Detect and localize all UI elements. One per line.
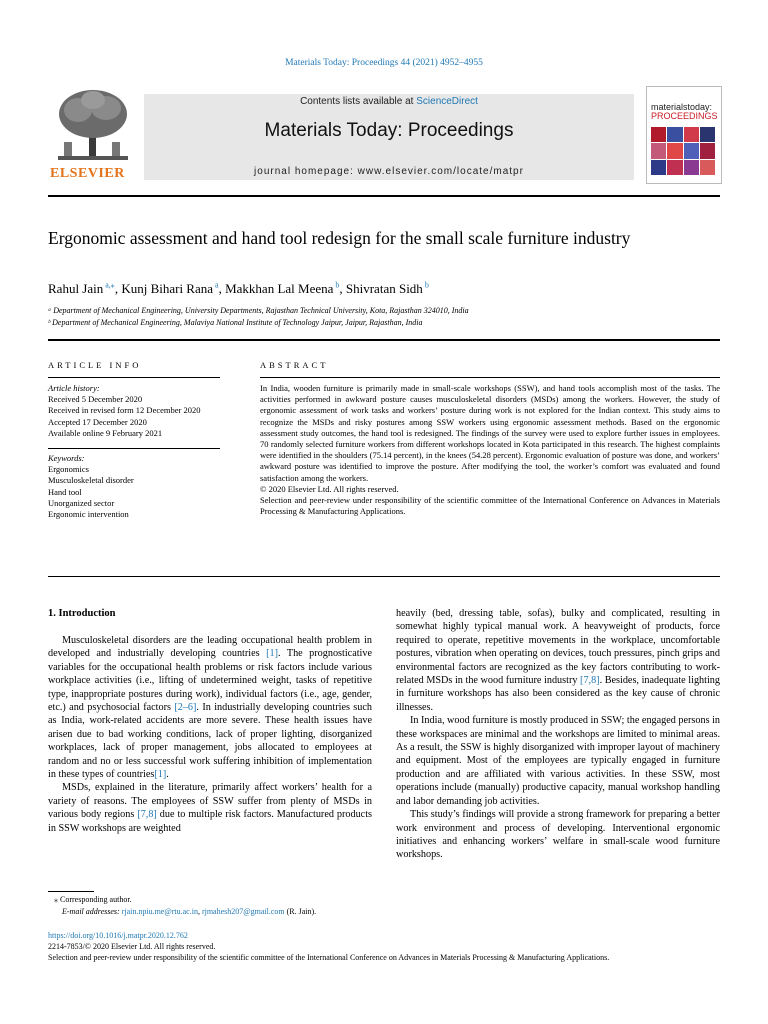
email-suffix: (R. Jain). — [284, 907, 317, 916]
footnote-rule — [48, 891, 94, 892]
text-run: . The prognosticative variables for the occupational health problems or risk factors include various workplace activities (i.e., lifting of undetermined weight, tasks of repetitive type, inappropriate postures during work), individual factors (i.e., age, gender, etc.) and psychosocial factors — [48, 648, 372, 714]
paragraph — [48, 781, 372, 835]
author-name: Rahul Jain — [48, 281, 104, 297]
history-online: Available online 9 February 2021 — [48, 427, 163, 438]
body-column-left — [48, 634, 372, 835]
citation-link[interactable]: [1] — [154, 769, 167, 781]
author-name: Makkhan Lal Meena — [225, 281, 334, 297]
journal-cover[interactable] — [646, 86, 722, 184]
article-info-heading: ARTICLE INFO — [48, 360, 142, 370]
keyword: Ergonomics — [48, 464, 89, 475]
keyword: Musculoskeletal disorder — [48, 475, 134, 486]
abstract-heading: ABSTRACT — [260, 360, 329, 370]
email-separator: , — [197, 907, 202, 916]
history-received: Received 5 December 2020 — [48, 394, 143, 405]
email-label: E-mail addresses: — [62, 907, 122, 916]
journal-homepage[interactable]: journal homepage: www.elsevier.com/locate/matpr — [254, 166, 524, 177]
email-link-2[interactable]: rjmahesh207@gmail.com — [201, 907, 285, 916]
journal-title-box — [144, 94, 634, 180]
abstract-text — [260, 383, 720, 517]
issn-copyright: 2214-7853/© 2020 Elsevier Ltd. All rights reserved. — [48, 942, 216, 951]
elsevier-tree-icon — [48, 86, 138, 164]
author-affiliation-marker[interactable]: b — [333, 281, 340, 290]
paragraph — [48, 634, 372, 781]
author-separator: , — [339, 281, 346, 297]
body-column-right — [396, 607, 720, 862]
doi-link[interactable]: https://doi.org/10.1016/j.matpr.2020.12.762 — [48, 931, 188, 940]
journal-title: Materials Today: Proceedings — [264, 120, 514, 141]
history-accepted: Accepted 17 December 2020 — [48, 416, 147, 427]
corresponding-author-note: ⁎ Corresponding author. — [54, 895, 132, 904]
author-1[interactable] — [48, 281, 121, 296]
keywords-label: Keywords: — [48, 453, 85, 463]
text-run: . — [166, 769, 169, 781]
keyword: Unorganized sector — [48, 497, 115, 508]
keyword: Hand tool — [48, 486, 82, 497]
author-affiliation-marker[interactable]: b — [422, 281, 429, 290]
elsevier-logo[interactable] — [48, 86, 138, 182]
citation-link[interactable]: [7,8] — [580, 675, 600, 687]
abstract-bottom-rule — [48, 576, 720, 577]
citation-link[interactable]: [2–6] — [174, 702, 197, 714]
cover-title — [651, 103, 718, 121]
author-name: Shivratan Sidh — [345, 281, 423, 297]
text-run: due to multiple risk factors. Manufactured products in SSW workshops are weighted — [48, 809, 372, 834]
text-run: . Besides, inadequate lighting in furniture workshops has also been considered as the key cause of chronic illnesses. — [396, 675, 720, 713]
text-run: heavily (bed, dressing table, sofas), bulky and complicated, resulting in somewhat highly typical manual work. A heavyweight of products, force required to operate, repetitive movements in the workplace, uncomfortable postures, vibration when operating on devices, touch pressures, pinch grips and environmental factors are recognized as the key factors contributing to work-related MSDs in the wood furniture industry — [396, 608, 720, 687]
history-label: Article history: — [48, 383, 100, 393]
article-history — [48, 383, 220, 439]
author-name: Kunj Bihari Rana — [121, 281, 214, 297]
cover-title-top: materialstoday: — [651, 102, 713, 112]
author-3[interactable] — [225, 281, 346, 296]
author-separator: , — [114, 281, 122, 297]
history-revised: Received in revised form 12 December 2020 — [48, 405, 201, 416]
contents-available — [144, 96, 634, 107]
cover-title-bottom: PROCEEDINGS — [651, 111, 718, 121]
article-info-rule — [48, 377, 220, 378]
abstract-selection: Selection and peer-review under responsibility of the scientific committee of the International Conference on Advances in Materials Processing & Manufacturing Applications. — [260, 495, 720, 517]
author-list — [48, 281, 429, 297]
affiliation-a: ᵃ Department of Mechanical Engineering, University Departments, Rajasthan Technical University, Kota, Rajasthan 324010, India — [48, 306, 469, 315]
author-affiliation-marker[interactable]: a — [213, 281, 219, 290]
text-run: Musculoskeletal disorders are the leading occupational health problem in developed and industrially developing countries — [48, 635, 372, 660]
email-link-1[interactable]: rjain.npiu.me@rtu.ac.in — [121, 907, 198, 916]
cover-image-grid — [651, 127, 715, 175]
journal-banner — [48, 86, 720, 182]
paragraph: This study’s findings will provide a strong framework for preparing a better work environment and process of developing. Interventional ergonomic initiatives and enhancing workers’ welfare in small-scale wood furniture workshops. — [396, 809, 720, 861]
text-run: MSDs, explained in the literature, primarily affect workers’ health for a variety of reasons. The employees of SSW suffer from plenty of MSDs in various body regions — [48, 782, 372, 821]
citation-link[interactable]: [1] — [266, 648, 278, 660]
author-separator: , — [218, 281, 226, 297]
email-addresses — [62, 907, 316, 916]
paragraph: In India, wood furniture is mostly produced in SSW; the engaged persons in these workspaces are minimal and the workshops are limited to minimal areas. As a result, the SSW is highly disorganized with improper layout of machinery and equipment. Most of the employees are typically engaged in furniture production and are affiliated with various activities. In these SSW, most operations include (manually) productive capacity, manual workshop handling and labor demanding job activities. — [396, 715, 721, 807]
journal-reference[interactable]: Materials Today: Proceedings 44 (2021) 4952–4955 — [285, 58, 483, 68]
author-4[interactable] — [346, 281, 429, 296]
keywords — [48, 453, 220, 520]
contents-prefix: Contents lists available at — [300, 96, 417, 107]
header-rule — [48, 195, 720, 197]
keyword: Ergonomic intervention — [48, 509, 129, 520]
abstract-copyright: © 2020 Elsevier Ltd. All rights reserved. — [260, 483, 399, 494]
citation-link[interactable]: [7,8] — [137, 809, 157, 821]
sciencedirect-link[interactable]: ScienceDirect — [416, 96, 478, 107]
text-run: . In industrially developing countries such as India, work-related accidents are more severe. These health issues have arisen due to bad working conditions, lack of proper lighting, disorganized workplaces, lack of proper management, jobs allocated to employees at random and no or less successful work suffering inhibition of implementation in these types of countries — [48, 702, 372, 781]
affiliation-b: ᵇ Department of Mechanical Engineering, Malaviya National Institute of Technology Jaipur, Jaipur, Rajasthan, India — [48, 318, 423, 327]
elsevier-wordmark: ELSEVIER — [50, 166, 125, 181]
article-title: Ergonomic assessment and hand tool redesign for the small scale furniture industry — [48, 228, 631, 248]
keywords-rule — [48, 448, 220, 449]
section-heading-introduction: 1. Introduction — [48, 608, 116, 619]
affiliation-rule — [48, 339, 720, 341]
abstract-rule — [260, 377, 720, 378]
paragraph — [396, 607, 720, 714]
footer-selection: Selection and peer-review under responsibility of the scientific committee of the International Conference on Advances in Materials Processing & Manufacturing Applications. — [48, 953, 610, 962]
author-2[interactable] — [121, 281, 225, 296]
author-affiliation-marker[interactable]: a,⁎ — [103, 281, 115, 290]
abstract-body: In India, wooden furniture is primarily made in small-scale workshops (SSW), and hand tools accomplish most of the tasks. The activities performed in awkward posture causes musculoskeletal disorders (MSDs) among the workers. However, the study of ergonomic assessment of work tasks and workers’ posture during work is not explored for the Indian context. This study aims to recognize the MSDs and risky postures among SSW workers using ergonomic assessment methods. Based on the ergonomic assessment study outcomes, the hand tool is redesigned. The findings of the survey were used to explore further issues in employees. 70 randomly selected furniture workers from different workshops located in Kota participated in this research. The highest complaints were identified in the shoulders (75.14 percent), in the knees (54.28 percent). Ergonomic evaluation of posture was done, and workers’ awkward posture was identified to improve the posture. After modifying the tool, the worker’s comfort was evaluated and found satisfaction among the workers. — [260, 383, 720, 483]
